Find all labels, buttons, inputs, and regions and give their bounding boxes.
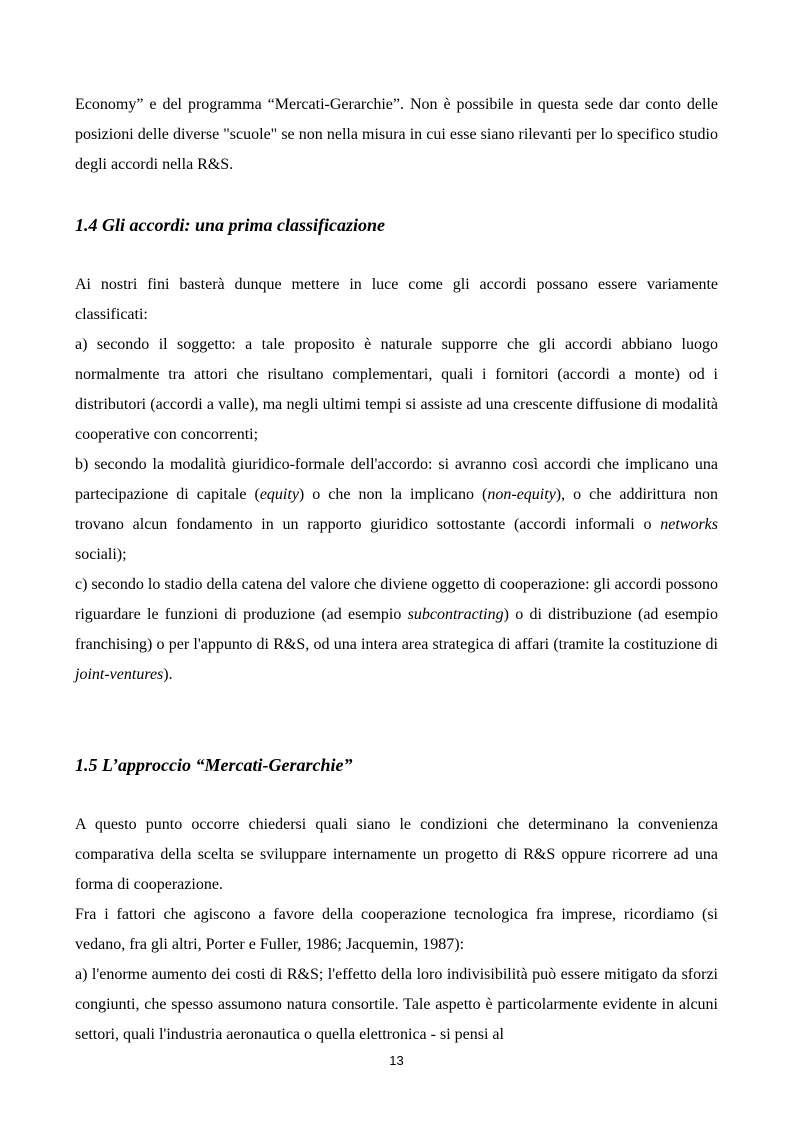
text-run: ). [163, 666, 173, 683]
text-run: ) o di distribuzione (ad esempio franchising) o per l'appunto di R&S, od una intera area strategica di affari (tramite la costituzione di [75, 606, 719, 653]
italic-term-subcontracting: subcontracting [407, 606, 504, 623]
list-item-a-soggetto: a) secondo il soggetto: a tale proposito è naturale supporre che gli accordi abbiano luogo normalmente tra attori che risultano complementari, quali i fornitori (accordi a monte) od i distributori (accordi a valle), ma negli ultimi tempi si assiste ad una crescente diffusione di modalità cooperative con concorrenti; [75, 336, 718, 443]
spacer [75, 780, 718, 810]
text-run: b) secondo la modalità giuridico-formale dell'accordo: si avranno così accordi che implicano una partecipazione di capitale ( [75, 456, 718, 503]
text-run: sociali); [75, 546, 127, 563]
page-body [75, 90, 718, 1050]
spacer [75, 240, 718, 270]
section-heading-1-4: 1.4 Gli accordi: una prima classificazione [75, 215, 385, 235]
paragraph-fattori: Fra i fattori che agiscono a favore della cooperazione tecnologica fra imprese, ricordiamo (si vedano, fra gli altri, Porter e Fuller, 1986; Jacquemin, 1987): [75, 906, 718, 953]
list-item-a-costi: a) l'enorme aumento dei costi di R&S; l'effetto della loro indivisibilità può essere mitigato da sforzi congiunti, che spesso assumono natura consortile. Tale aspetto è particolarmente evidente in alcuni settori, quali l'industria aeronautica o quella elettronica - si pensi al [75, 966, 718, 1043]
list-item-c-stadio [75, 570, 718, 690]
paragraph-classification-lead: Ai nostri fini basterà dunque mettere in luce come gli accordi possano essere variamente classificati: [75, 276, 718, 323]
section-heading-1-5: 1.5 L’approccio “Mercati-Gerarchie” [75, 755, 353, 775]
italic-term-equity: equity [259, 486, 299, 503]
list-item-b-modalita [75, 450, 718, 570]
italic-term-joint-ventures: joint-ventures [75, 666, 164, 683]
spacer [75, 180, 718, 210]
italic-term-non-equity: non-equity [487, 486, 556, 503]
text-run: c) secondo lo stadio della catena del valore che diviene oggetto di cooperazione: gli accordi possono riguardare le funzioni di produzione (ad esempio [75, 576, 718, 623]
text-run: ) o che non la implicano ( [298, 486, 488, 503]
paragraph-convenienza: A questo punto occorre chiedersi quali siano le condizioni che determinano la convenienza comparativa della scelta se sviluppare internamente un progetto di R&S oppure ricorrere ad una forma di cooperazione. [75, 816, 718, 893]
paragraph-intro: Economy” e del programma “Mercati-Gerarchie”. Non è possibile in questa sede dar conto delle posizioni delle diverse "scuole" se non nella misura in cui esse siano rilevanti per lo specifico studio degli accordi nella R&S. [75, 96, 718, 173]
spacer [75, 690, 718, 750]
text-run: ), o che addirittura non trovano alcun fondamento in un rapporto giuridico sottostante (accordi informali o [75, 486, 719, 533]
page-number: 13 [389, 1053, 404, 1068]
italic-term-networks: networks [660, 516, 718, 533]
